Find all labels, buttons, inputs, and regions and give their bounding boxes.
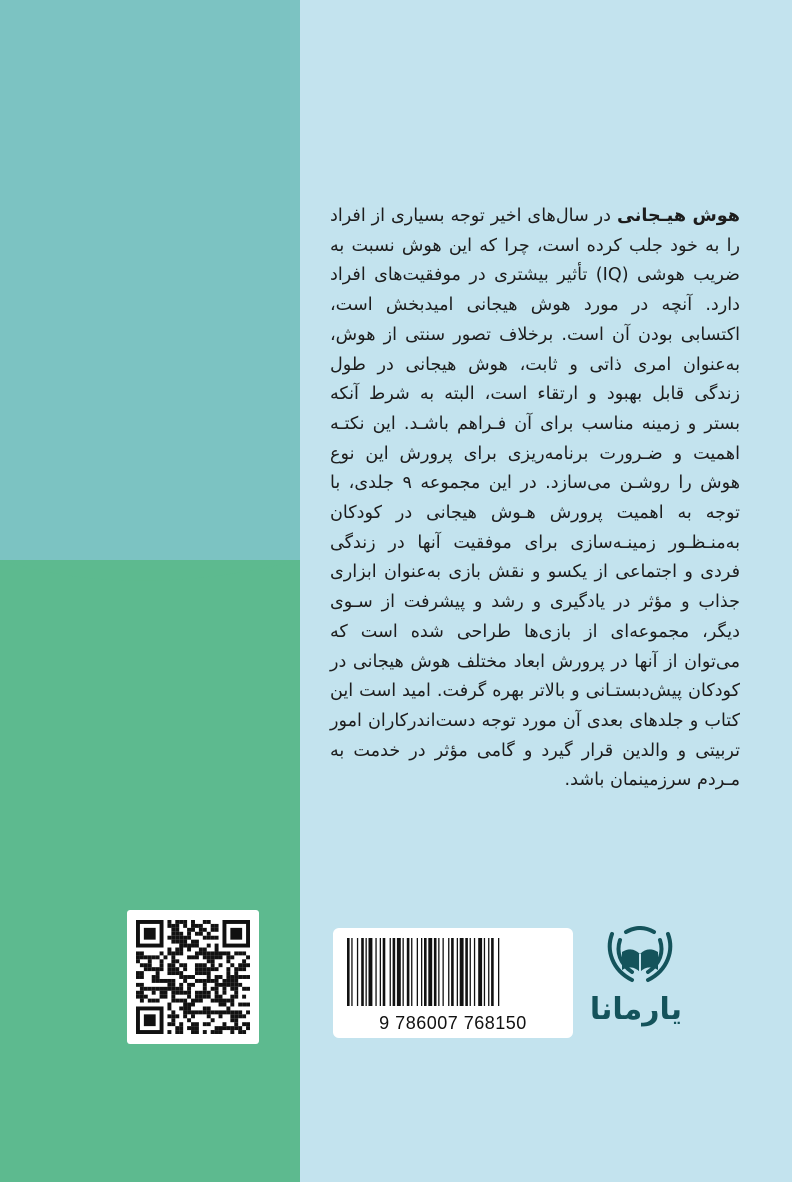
isbn-barcode bbox=[333, 928, 573, 1038]
lead-title: هوش هیـجانی bbox=[616, 206, 741, 226]
body-text: در سال‌های اخیر توجه بسیاری از افراد را به خود جلب کرده است، چرا که این هوش نسبت به ضریب هوشی (IQ) تأثیر بیشتری در موفقیت‌های افراد دارد. آنچه در مورد هوش هیجانی امیدبخش است، اکتسابی بودن آن است. برخلاف تصور سنتی از هوش، به‌عنوان امری ذاتی و ثابت، هوش هیجانی در طول زندگی قابل بهبود و ارتقاء است، البته به شرط آنکه بستر و زمینه مناسب برای آن فـراهم باشـد. این نکتـه اهمیت و ضـرورت برنامه‌ریزی برای پرورش این نوع هوش را روشـن می‌سازد. در این مجموعه ۹ جلدی، با توجه به اهمیت پرورش هـوش هیجانی در کودکان به‌منـظـور زمینـه‌سازی برای موفقیت آنها در زندگی فردی و اجتماعی از یکسو و نقش بازی به‌عنوان ابزاری جذاب و مؤثر در یادگیری و رشد و پیشرفت از سـوی دیگر، مجموعه‌ای از بازی‌ها طراحی شده است که می‌توان از آنها در پرورش ابعاد مختلف هوش هیجانی در کودکان پیش‌دبستـانی و بالاتر بهره گرفت. امید است این کتاب و جلدهای بعدی آن مورد توجه دست‌اندرکاران امور تربیتی و والدین قرار گیرد و گامی مؤثر در خدمت به مـردم سرزمینمان باشد. bbox=[330, 206, 740, 791]
qr-code-icon bbox=[136, 919, 250, 1035]
isbn-number: 9 786007 768150 bbox=[379, 1013, 527, 1033]
spine-wave bbox=[0, 0, 300, 620]
barcode-bars bbox=[347, 938, 559, 1006]
back-cover-text bbox=[330, 202, 740, 796]
publisher-logo bbox=[589, 926, 682, 1038]
spine-green-section bbox=[0, 560, 300, 1182]
qr-code bbox=[127, 910, 259, 1044]
publisher-name: یارمانا bbox=[589, 992, 682, 1027]
open-book-wreath-icon bbox=[602, 926, 678, 990]
